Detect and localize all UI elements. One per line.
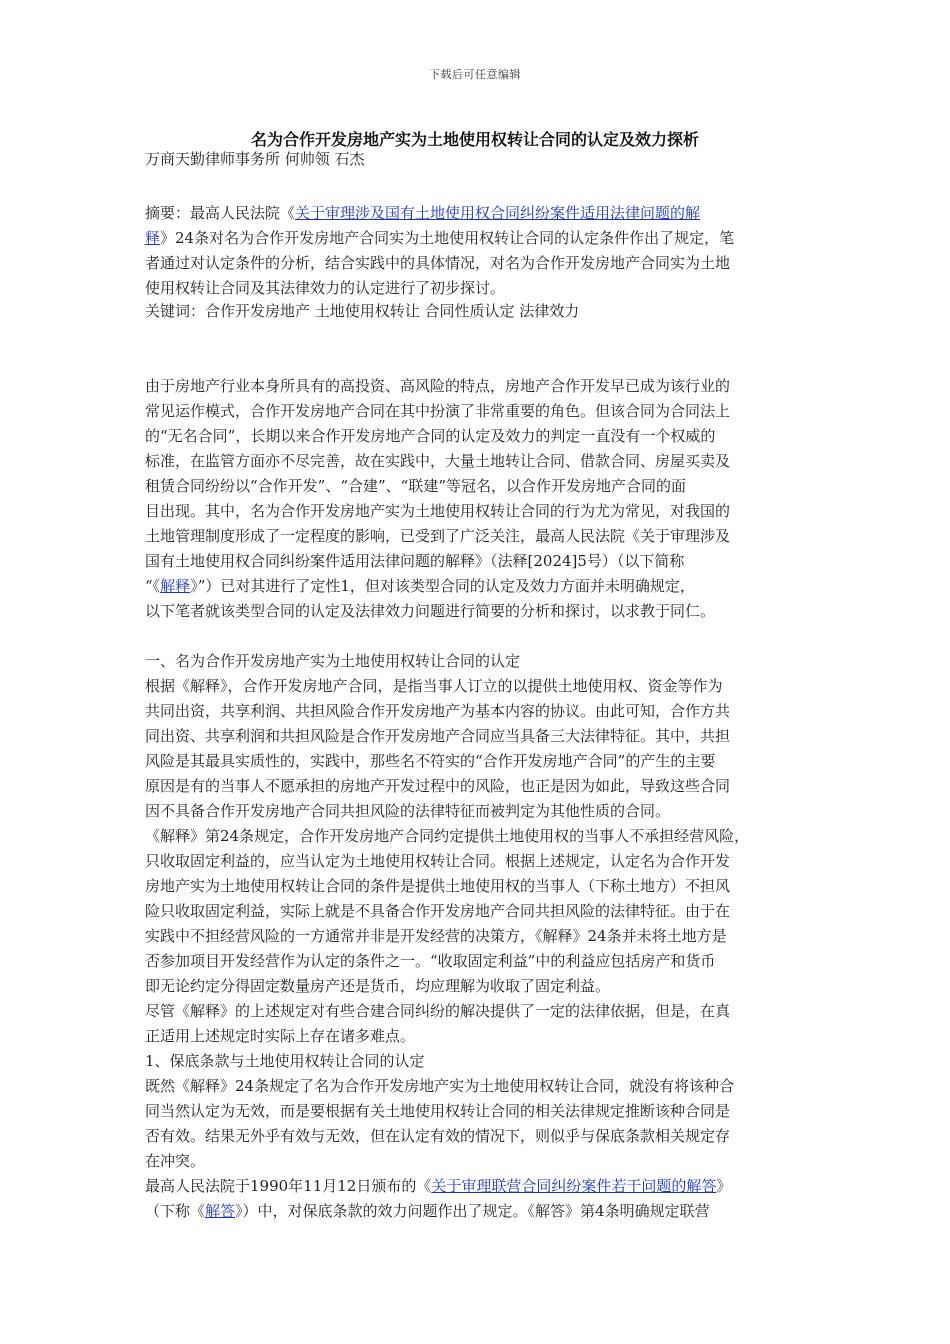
s1-p2-line: 实践中不担经营风险的一方通常并非是开发经营的决策方，《解释》24条并未将土地方是 [145, 927, 727, 945]
interpretation-link-cont[interactable]: 释 [145, 229, 161, 247]
s1-p1-line: 风险是其最具实质性的，实践中，那些名不符实的“合作开发房地产合同”的产生的主要 [145, 752, 716, 770]
abstract-line-3: 者通过对认定条件的分析，结合实践中的具体情况，对名为合作开发房地产合同实为土地 [145, 254, 731, 272]
s1-p2-line: 险只收取固定利益，实际上就是不具备合作开发房地产合同共担风险的法律特征。由于在 [145, 902, 731, 920]
abstract-label: 摘要：最高人民法院《 [145, 204, 296, 222]
s1-p4-line: 同当然认定为无效，而是要根据有关土地使用权转让合同的相关法律规定推断该种合同是 [145, 1102, 731, 1120]
s1-p2-line: 只收取固定利益的，应当认定为土地使用权转让合同。根据上述规定，认定名为合作开发 [145, 852, 731, 870]
s1-p3-line: 正适用上述规定时实际上存在诸多难点。 [145, 1027, 416, 1045]
intro-text: 》”）已对其进行了定性1，但对该类型合同的认定及效力方面并未明确规定， [190, 577, 695, 595]
intro-line-2: 常见运作模式，合作开发房地产合同在其中扮演了非常重要的角色。但该合同为合同法上 [145, 402, 731, 420]
s1-p5-text: 最高人民法院于1990年11月12日颁布的《 [145, 1177, 432, 1195]
s1-p4-line: 在冲突。 [145, 1152, 206, 1170]
s1-p1-line: 根据《解释》，合作开发房地产合同，是指当事人订立的以提供土地使用权、资金等作为 [145, 677, 723, 695]
abstract-line-1 [145, 201, 810, 226]
s1-p5-text: （下称《 [145, 1202, 206, 1220]
section-1-heading: 一、名为合作开发房地产实为土地使用权转让合同的认定 [145, 652, 521, 670]
s1-p2-line: 《解释》第24条规定，合作开发房地产合同约定提供土地使用权的当事人不承担经营风险， [145, 827, 750, 845]
intro-line-9 [145, 574, 810, 599]
s1-p1-line: 因不具备合作开发房地产合同共担风险的法律特征而被判定为其他性质的合同。 [145, 802, 671, 820]
s1-p1-line: 原因是有的当事人不愿承担的房地产开发过程中的风险，也正是因为如此，导致这些合同 [145, 777, 731, 795]
s1-p2-line: 否参加项目开发经营作为认定的条件之一。“收取固定利益”中的利益应包括房产和货币 [145, 952, 716, 970]
s1-p4-line: 否有效。结果无外乎有效与无效，但在认定有效的情况下，则似乎与保底条款相关规定存 [145, 1127, 731, 1145]
interpretation-link[interactable]: 关于审理涉及国有土地使用权合同纠纷案件适用法律问题的解 [295, 204, 701, 222]
intro-line-1: 由于房地产行业本身所具有的高投资、高风险的特点，房地产合作开发早已成为该行业的 [145, 377, 731, 395]
document-title: 名为合作开发房地产实为土地使用权转让合同的认定及效力探析 [250, 130, 699, 149]
intro-line-5: 租赁合同纷纷以“合作开发”、“合建”、“联建”等冠名，以合作开发房地产合同的面 [145, 477, 687, 495]
abstract-line-4: 使用权转让合同及其法律效力的认定进行了初步探讨。 [145, 279, 506, 297]
intro-line-7: 土地管理制度形成了一定程度的影响，已受到了广泛关注，最高人民法院《关于审理涉及 [145, 527, 731, 545]
interpretation-short-link[interactable]: 解释 [160, 577, 191, 595]
s1-p5-text: 》 [716, 1177, 732, 1195]
answers-short-link[interactable]: 解答 [205, 1202, 236, 1220]
s1-p5-line-1 [145, 1174, 810, 1199]
intro-line-3: 的“无名合同”，长期以来合作开发房地产合同的认定及效力的判定一直没有一个权威的 [145, 427, 716, 445]
joint-venture-answers-link[interactable]: 关于审理联营合同纠纷案件若干问题的解答 [431, 1177, 717, 1195]
s1-p2-line: 房地产实为土地使用权转让合同的条件是提供土地使用权的当事人（下称土地方）不担风 [145, 877, 731, 895]
intro-line-8: 国有土地使用权合同纠纷案件适用法律问题的解释》（法释[2024]5号）（以下简称 [145, 552, 685, 570]
s1-p5-line-2 [145, 1199, 810, 1224]
abstract-text: 》24条对名为合作开发房地产合同实为土地使用权转让合同的认定条件作出了规定，笔 [160, 229, 735, 247]
subsection-1-heading: 1、保底条款与土地使用权转让合同的认定 [145, 1052, 425, 1070]
s1-p3-line: 尽管《解释》的上述规定对有些合建合同纠纷的解决提供了一定的法律依据，但是，在真 [145, 1002, 731, 1020]
keywords-line: 关键词：合作开发房地产 土地使用权转让 合同性质认定 法律效力 [145, 302, 580, 320]
abstract-line-2 [145, 226, 810, 251]
intro-line-10: 以下笔者就该类型合同的认定及法律效力问题进行简要的分析和探讨，以求教于同仁。 [145, 602, 716, 620]
intro-line-6: 目出现。其中，名为合作开发房地产实为土地使用权转让合同的行为尤为常见，对我国的 [145, 502, 731, 520]
intro-quote-open: “《 [145, 577, 161, 595]
s1-p1-line: 共同出资，共享利润、共担风险合作开发房地产为基本内容的协议。由此可知，合作方共 [145, 702, 731, 720]
s1-p4-line: 既然《解释》24条规定了名为合作开发房地产实为土地使用权转让合同，就没有将该种合 [145, 1077, 735, 1095]
s1-p1-line: 同出资、共享利润和共担风险是合作开发房地产合同应当具备三大法律特征。其中，共担 [145, 727, 731, 745]
s1-p2-line: 即无论约定分得固定数量房产还是货币，均应理解为收取了固定利益。 [145, 977, 611, 995]
s1-p5-text: 》）中，对保底条款的效力问题作出了规定。《解答》第4条明确规定联营 [235, 1202, 710, 1220]
page-header-watermark: 下载后可任意编辑 [429, 68, 521, 81]
author-line: 万商天勤律师事务所 何帅领 石杰 [145, 150, 365, 168]
intro-line-4: 标准，在监管方面亦不尽完善，故在实践中，大量土地转让合同、借款合同、房屋买卖及 [145, 452, 731, 470]
